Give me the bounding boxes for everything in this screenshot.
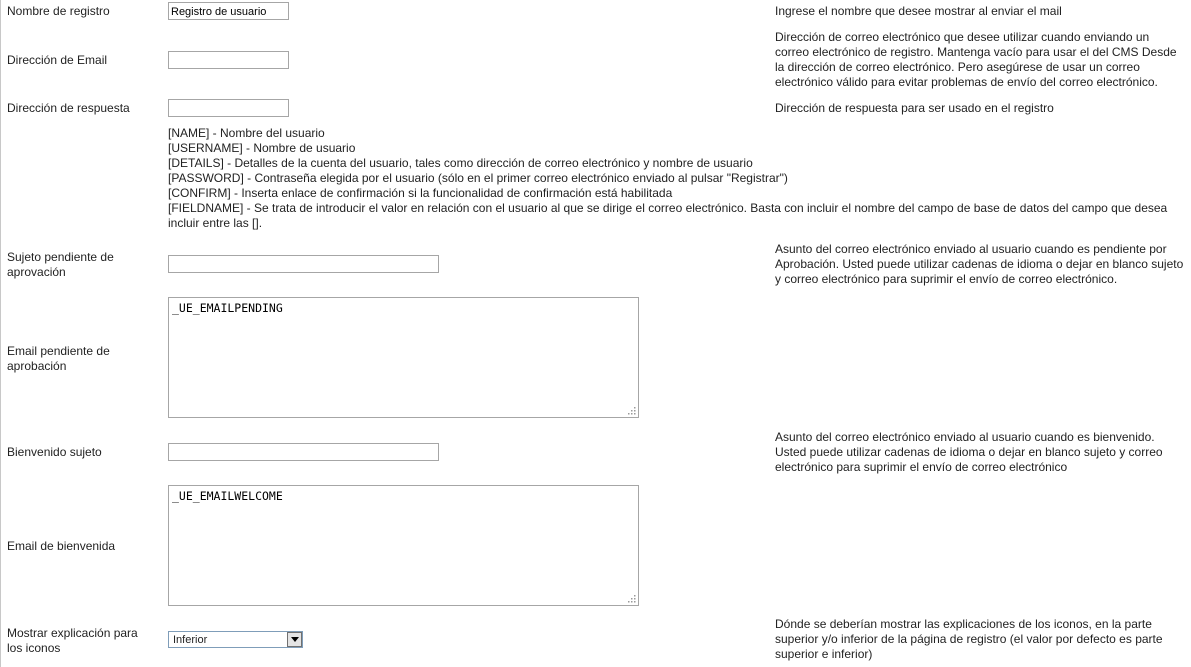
token-fieldname: [FIELDNAME] - Se trata de introducir el valor en relación con el usuario al que se dirige el correo electrónico. Basta con incluir el nombre del campo de base de datos del campo que desea incluir entre las []. [168, 201, 1168, 230]
icon-explanation-label: Mostrar explicación para los iconos [7, 626, 138, 655]
reply-address-input[interactable] [168, 99, 289, 117]
icon-explanation-selected: Inferior [173, 634, 208, 646]
welcome-email-textarea[interactable] [168, 485, 639, 606]
welcome-subject-label: Bienvenido sujeto [7, 445, 102, 459]
reply-address-description: Dirección de respuesta para ser usado en el registro [775, 101, 1054, 115]
icon-explanation-description: Dónde se deberían mostrar las explicaciones de los iconos, en la parte superior y/o inferior de la página de registro (el valor por defecto es parte superior e inferior) [775, 617, 1163, 661]
reply-address-label: Dirección de respuesta [7, 101, 130, 115]
chevron-down-icon [291, 637, 299, 643]
email-address-description: Dirección de correo electrónico que desee utilizar cuando enviando un correo electrónico de registro. Mantenga vacío para usar el del CMS Desde la dirección de correo electrónico. Pero asegúrese de usar un correo electrónico válido para evitar problemas de envío del correo electrónico. [775, 30, 1177, 89]
welcome-email-label: Email de bienvenida [7, 539, 116, 553]
welcome-subject-input[interactable] [168, 443, 439, 461]
pending-email-text: _UE_EMAILPENDING [172, 301, 283, 315]
token-name: [NAME] - Nombre del usuario [168, 126, 325, 140]
registration-name-input[interactable] [168, 2, 289, 20]
registration-name-description: Ingrese el nombre que desee mostrar al enviar el mail [775, 4, 1062, 18]
email-address-label: Dirección de Email [7, 53, 108, 67]
welcome-email-text: _UE_EMAILWELCOME [172, 489, 283, 503]
resize-grip-icon[interactable] [626, 593, 636, 603]
token-help-list [168, 126, 1168, 231]
pending-email-textarea[interactable] [168, 297, 639, 418]
email-address-input[interactable] [168, 51, 289, 69]
resize-grip-icon[interactable] [626, 405, 636, 415]
token-confirm: [CONFIRM] - Inserta enlace de confirmación si la funcionalidad de confirmación está habilitada [168, 186, 673, 200]
token-username: [USERNAME] - Nombre de usuario [168, 141, 356, 155]
registration-name-label: Nombre de registro [7, 4, 110, 18]
icon-explanation-select[interactable] [168, 631, 303, 648]
token-details: [DETAILS] - Detalles de la cuenta del usuario, tales como dirección de correo electrónico y nombre de usuario [168, 156, 753, 170]
welcome-subject-description: Asunto del correo electrónico enviado al usuario cuando es bienvenido. Usted puede utilizar cadenas de idioma o dejar en blanco sujeto y correo electrónico para suprimir el envío de correo electrónico [775, 430, 1163, 474]
page-left-border [0, 0, 1, 667]
pending-subject-label: Sujeto pendiente de aprovación [7, 250, 114, 279]
token-password: [PASSWORD] - Contraseña elegida por el usuario (sólo en el primer correo electrónico enviado al pulsar "Registrar") [168, 171, 788, 185]
pending-email-label: Email pendiente de aprobación [7, 344, 110, 373]
pending-subject-input[interactable] [168, 255, 439, 273]
pending-subject-description: Asunto del correo electrónico enviado al usuario cuando es pendiente por Aprobación. Usted puede utilizar cadenas de idioma o dejar en blanco sujeto y correo electrónico para suprimir el envío de correo electrónico. [775, 242, 1184, 286]
dropdown-button[interactable] [287, 632, 302, 647]
